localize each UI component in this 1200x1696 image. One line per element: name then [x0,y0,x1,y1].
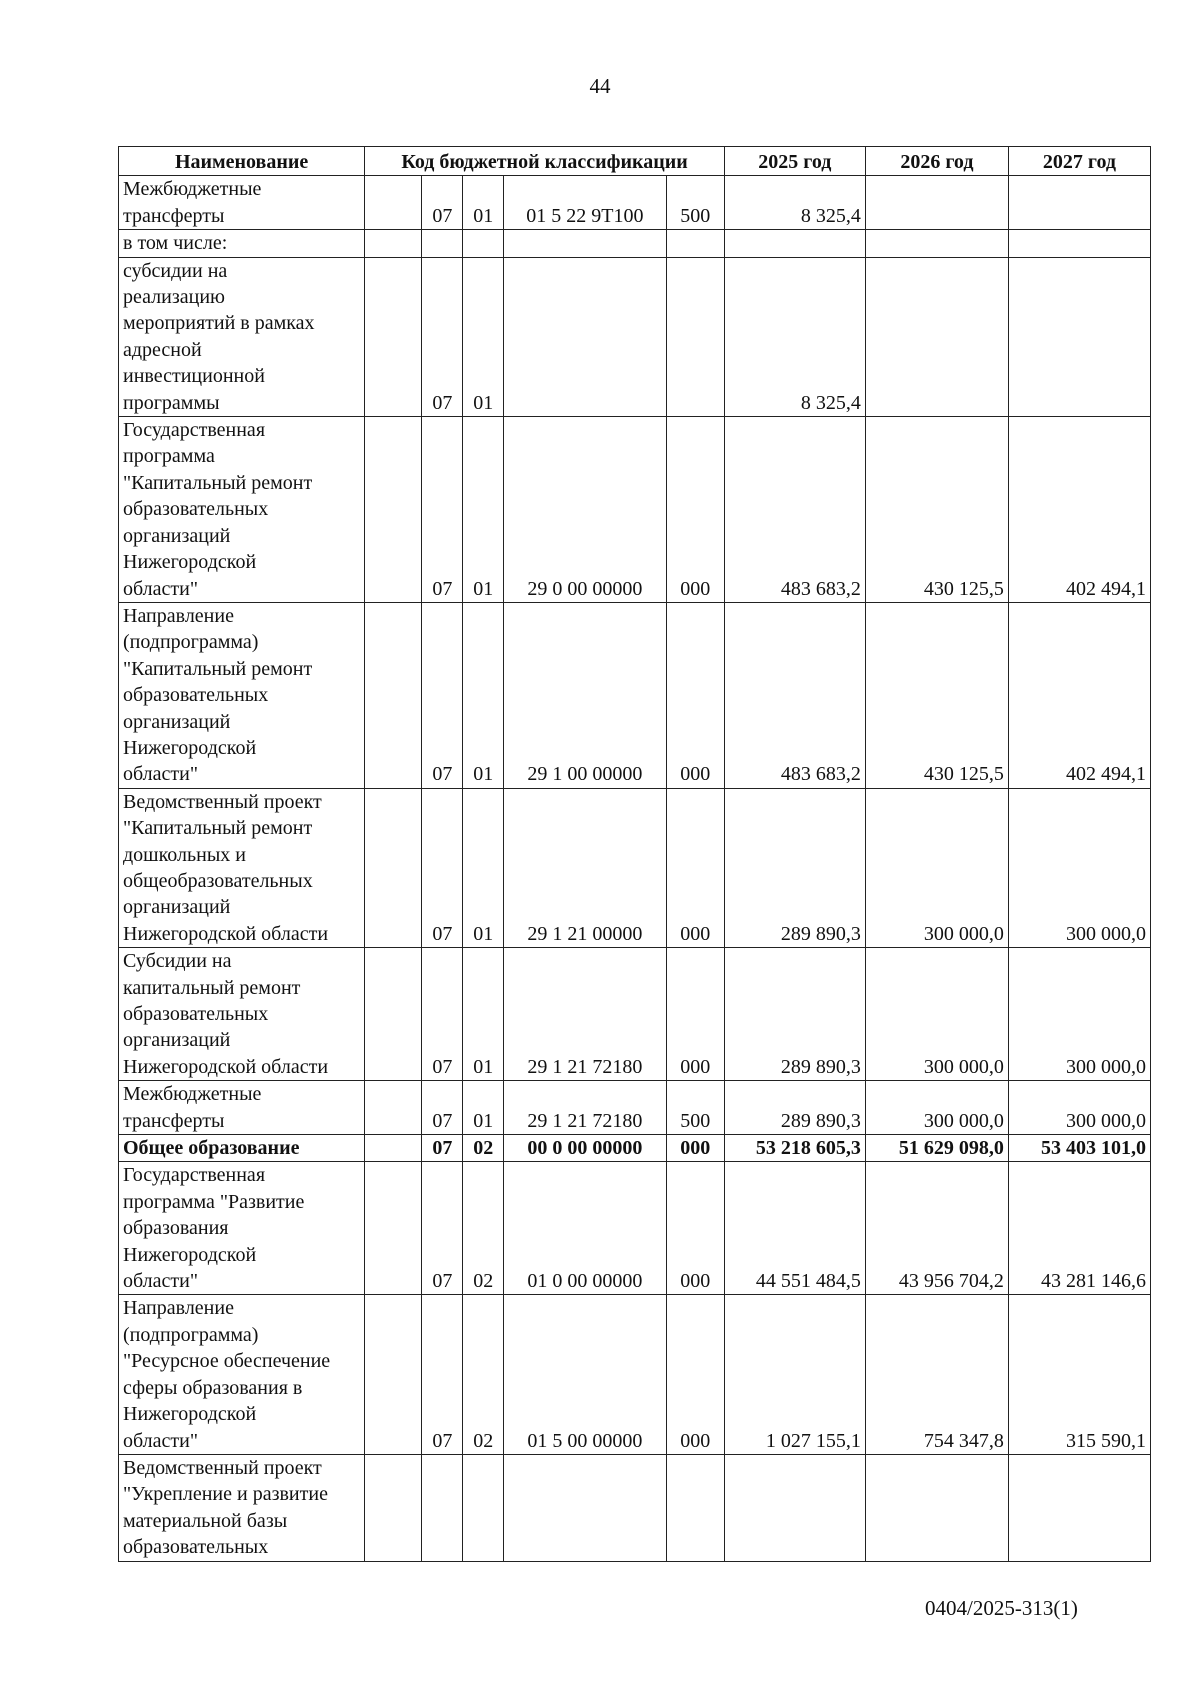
cell-2025: 8 325,4 [724,257,865,416]
cell-spacer [365,788,422,947]
cell-2025: 8 325,4 [724,176,865,230]
table-row [119,788,1151,947]
cell-subsection: 01 [463,788,504,947]
cell-section: 07 [422,1295,463,1454]
cell-subsection: 01 [463,417,504,603]
cell-2027: 300 000,0 [1008,948,1150,1081]
table-row [119,257,1151,416]
cell-spacer [365,1454,422,1561]
cell-2025: 289 890,3 [724,1081,865,1135]
cell-name: Межбюджетные трансферты [119,176,365,230]
cell-target-article: 01 5 00 00000 [504,1295,666,1454]
page-number: 44 [589,74,611,98]
cell-target-article: 29 1 21 00000 [504,788,666,947]
cell-2027: 402 494,1 [1008,602,1150,788]
header-name: Наименование [119,147,365,176]
cell-subsection: 01 [463,948,504,1081]
cell-name: Направление (подпрограмма) "Капитальный ремонт образовательных организаций Нижегородской области" [119,602,365,788]
cell-2027: 53 403 101,0 [1008,1135,1150,1162]
cell-subsection: 02 [463,1295,504,1454]
cell-2026: 300 000,0 [865,1081,1008,1135]
cell-2027: 300 000,0 [1008,1081,1150,1135]
table-row [119,417,1151,603]
cell-name: Общее образование [119,1135,365,1162]
cell-section: 07 [422,1135,463,1162]
cell-target-article: 00 0 00 00000 [504,1135,666,1162]
cell-target-article: 29 1 21 72180 [504,1081,666,1135]
cell-expense-type [666,257,724,416]
cell-name: Субсидии на капитальный ремонт образовательных организаций Нижегородской области [119,948,365,1081]
cell-target-article: 29 1 21 72180 [504,948,666,1081]
cell-2027: 315 590,1 [1008,1295,1150,1454]
cell-expense-type: 500 [666,1081,724,1135]
header-code: Код бюджетной классификации [365,147,725,176]
cell-2025 [724,1454,865,1561]
cell-spacer [365,257,422,416]
table-row [119,948,1151,1081]
cell-2026: 51 629 098,0 [865,1135,1008,1162]
table-row [119,176,1151,230]
document-code: 0404/2025-313(1) [925,1596,1078,1620]
table-row [119,1081,1151,1135]
cell-section [422,1454,463,1561]
cell-subsection [463,1454,504,1561]
cell-target-article [504,1454,666,1561]
cell-spacer [365,1135,422,1162]
header-2027: 2027 год [1008,147,1150,176]
cell-target-article [504,230,666,257]
cell-spacer [365,1081,422,1135]
cell-spacer [365,1295,422,1454]
cell-expense-type: 000 [666,417,724,603]
cell-target-article: 29 1 00 00000 [504,602,666,788]
cell-section: 07 [422,788,463,947]
table-header-row [119,147,1151,176]
cell-2025: 483 683,2 [724,602,865,788]
table-row [119,1454,1151,1561]
cell-section: 07 [422,257,463,416]
cell-target-article: 01 0 00 00000 [504,1162,666,1295]
cell-2026 [865,1454,1008,1561]
cell-2025 [724,230,865,257]
budget-table [118,146,1151,1562]
cell-target-article: 29 0 00 00000 [504,417,666,603]
cell-2027 [1008,257,1150,416]
cell-spacer [365,602,422,788]
cell-2027: 43 281 146,6 [1008,1162,1150,1295]
cell-name: Ведомственный проект "Капитальный ремонт дошкольных и общеобразовательных организаций Нижегородской области [119,788,365,947]
cell-expense-type: 000 [666,1162,724,1295]
table-row [119,1135,1151,1162]
header-2026: 2026 год [865,147,1008,176]
cell-2027 [1008,230,1150,257]
cell-expense-type: 000 [666,948,724,1081]
cell-spacer [365,230,422,257]
cell-name: субсидии на реализацию мероприятий в рамках адресной инвестиционной программы [119,257,365,416]
cell-section: 07 [422,1081,463,1135]
cell-name: Ведомственный проект "Укрепление и развитие материальной базы образовательных [119,1454,365,1561]
cell-2026 [865,176,1008,230]
cell-target-article: 01 5 22 9Т100 [504,176,666,230]
cell-name: в том числе: [119,230,365,257]
table-row [119,1295,1151,1454]
cell-target-article [504,257,666,416]
cell-expense-type [666,1454,724,1561]
cell-2026: 300 000,0 [865,788,1008,947]
cell-section: 07 [422,1162,463,1295]
cell-expense-type: 000 [666,1295,724,1454]
cell-2026: 430 125,5 [865,602,1008,788]
cell-subsection: 01 [463,1081,504,1135]
cell-spacer [365,948,422,1081]
cell-subsection [463,230,504,257]
cell-subsection: 01 [463,176,504,230]
cell-subsection: 01 [463,257,504,416]
cell-section: 07 [422,602,463,788]
cell-2027: 300 000,0 [1008,788,1150,947]
cell-name: Государственная программа "Капитальный ремонт образовательных организаций Нижегородской области" [119,417,365,603]
cell-2025: 44 551 484,5 [724,1162,865,1295]
cell-section: 07 [422,417,463,603]
cell-expense-type: 000 [666,602,724,788]
cell-spacer [365,1162,422,1295]
cell-2026: 754 347,8 [865,1295,1008,1454]
cell-subsection: 01 [463,602,504,788]
cell-expense-type: 000 [666,1135,724,1162]
cell-2025: 289 890,3 [724,948,865,1081]
cell-subsection: 02 [463,1162,504,1295]
cell-expense-type [666,230,724,257]
cell-spacer [365,417,422,603]
cell-name: Межбюджетные трансферты [119,1081,365,1135]
table-row [119,1162,1151,1295]
cell-name: Направление (подпрограмма) "Ресурсное обеспечение сферы образования в Нижегородской области" [119,1295,365,1454]
cell-2026: 300 000,0 [865,948,1008,1081]
cell-expense-type: 500 [666,176,724,230]
cell-spacer [365,176,422,230]
cell-subsection: 02 [463,1135,504,1162]
cell-2025: 483 683,2 [724,417,865,603]
table-row [119,230,1151,257]
cell-section: 07 [422,948,463,1081]
table-row [119,602,1151,788]
cell-2027 [1008,1454,1150,1561]
cell-2025: 53 218 605,3 [724,1135,865,1162]
cell-2026 [865,257,1008,416]
cell-2027 [1008,176,1150,230]
cell-section [422,230,463,257]
cell-2026: 430 125,5 [865,417,1008,603]
cell-2025: 289 890,3 [724,788,865,947]
cell-2027: 402 494,1 [1008,417,1150,603]
cell-2026: 43 956 704,2 [865,1162,1008,1295]
cell-2026 [865,230,1008,257]
cell-2025: 1 027 155,1 [724,1295,865,1454]
cell-name: Государственная программа "Развитие образования Нижегородской области" [119,1162,365,1295]
cell-expense-type: 000 [666,788,724,947]
cell-section: 07 [422,176,463,230]
header-2025: 2025 год [724,147,865,176]
